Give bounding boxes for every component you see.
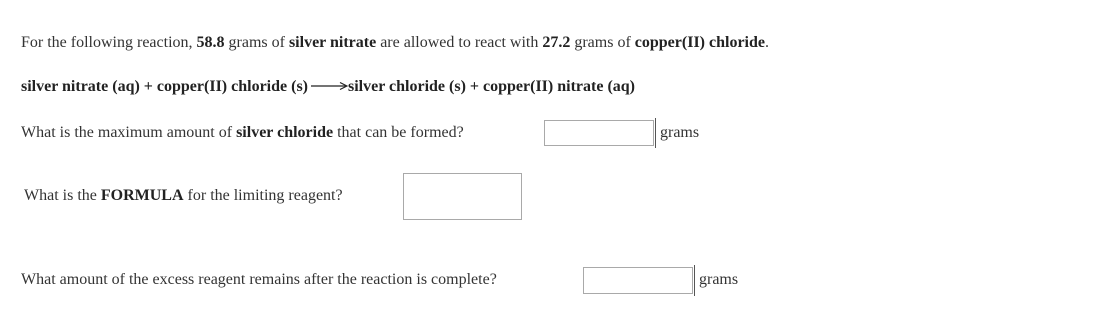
reactant2-name: copper(II) chloride: [634, 34, 765, 51]
intro-suffix: .: [764, 34, 769, 51]
intro-mid2: are allowed to react with: [376, 34, 543, 51]
q3-unit-label: grams: [699, 271, 739, 288]
excess-reagent-grams-input[interactable]: [583, 267, 693, 294]
q2-prefix: What is the: [24, 187, 101, 204]
q1-product-name: silver chloride: [236, 124, 334, 141]
q2-formula-word: FORMULA: [100, 187, 184, 204]
q3-text: What amount of the excess reagent remains after the reaction is complete?: [21, 271, 497, 288]
q1-prefix: What is the maximum amount of: [21, 124, 237, 141]
equation-products: silver chloride (s) + copper(II) nitrate (aq): [348, 78, 635, 95]
question-limiting-reagent: [24, 186, 343, 206]
intro-prefix: For the following reaction,: [21, 34, 197, 51]
silver-nitrate-mass: 58.8: [196, 34, 225, 51]
q1-unit-label: grams: [660, 124, 700, 141]
intro-mid3: grams of: [570, 34, 635, 51]
question-max-product: [21, 123, 464, 143]
unit-divider: [655, 118, 656, 148]
max-product-grams-input[interactable]: [544, 120, 654, 146]
problem-statement: [21, 33, 769, 53]
q1-suffix: that can be formed?: [333, 124, 464, 141]
intro-mid1: grams of: [224, 34, 289, 51]
unit-divider: [694, 265, 695, 296]
right-arrow-icon: [311, 81, 348, 91]
question-excess-remaining: [21, 270, 497, 290]
limiting-reagent-formula-input[interactable]: [403, 173, 522, 220]
reactant1-name: silver nitrate: [288, 34, 377, 51]
reaction-equation: [21, 77, 635, 97]
copper-chloride-mass: 27.2: [542, 34, 571, 51]
equation-reactants: silver nitrate (aq) + copper(II) chloride (s): [21, 78, 308, 95]
q2-suffix: for the limiting reagent?: [183, 187, 343, 204]
